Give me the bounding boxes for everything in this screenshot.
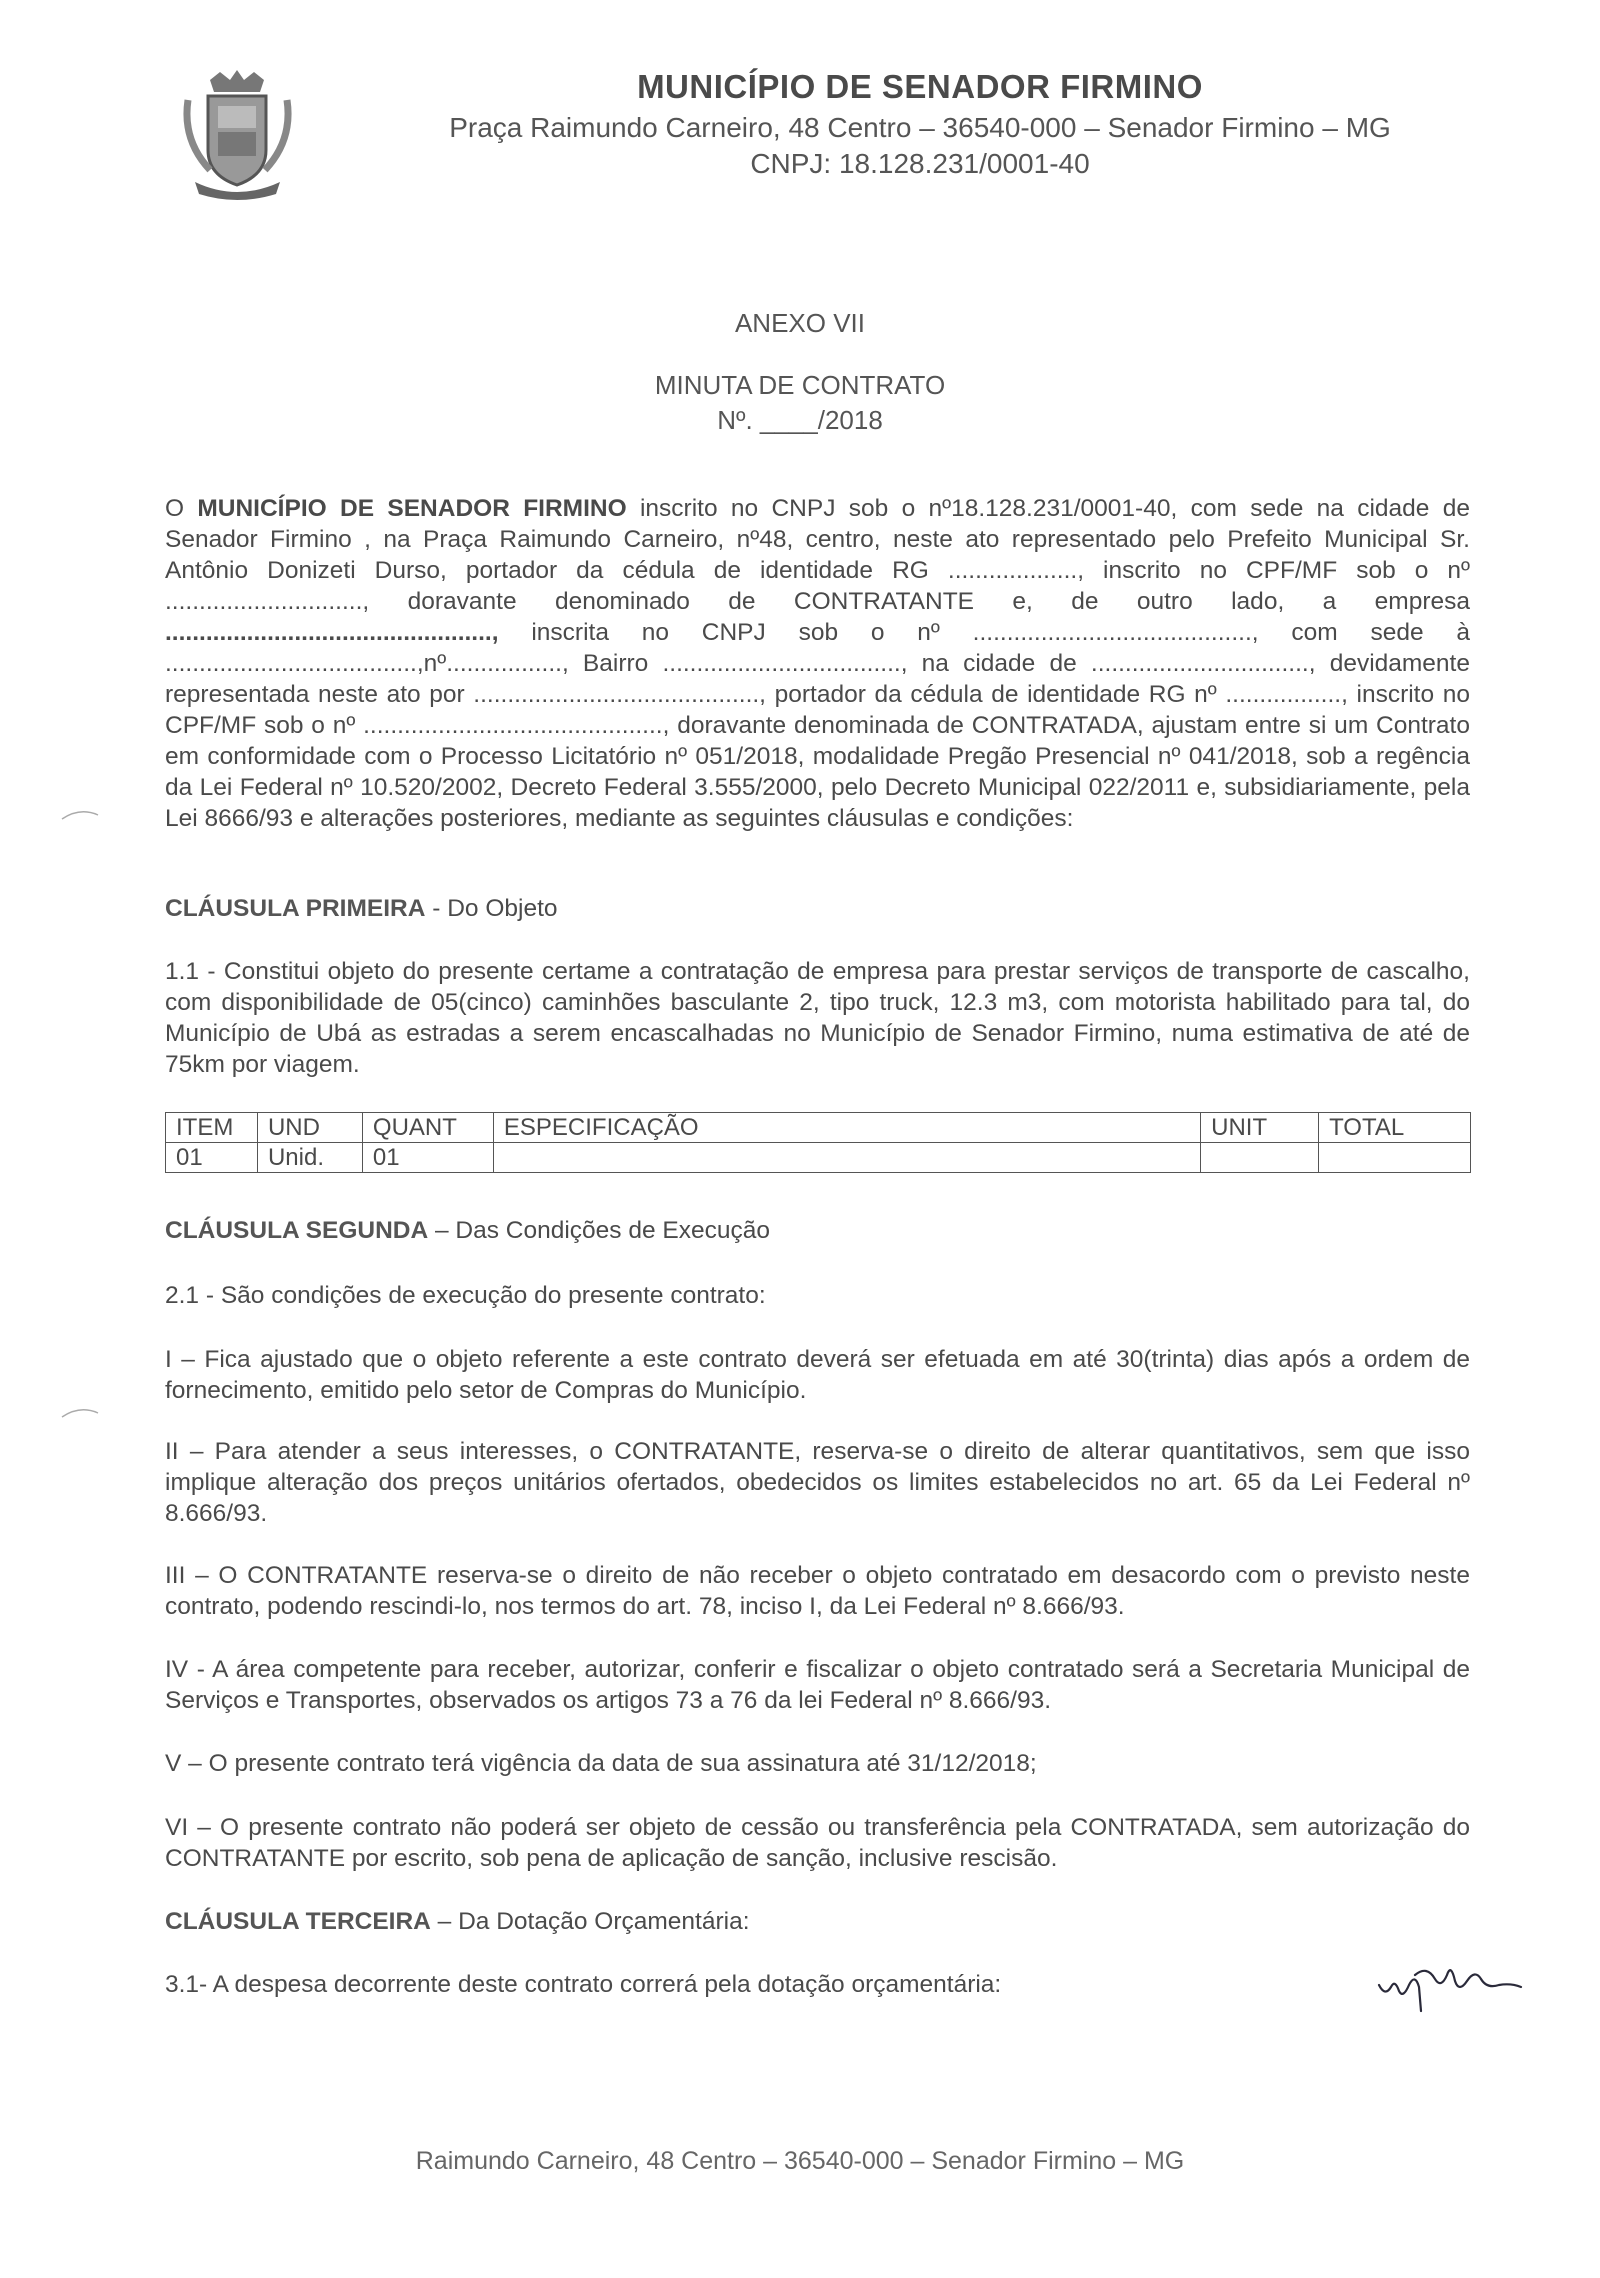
item-IV: IV - A área competente para receber, autorizar, conferir e fiscalizar o objeto contratado será a Secretaria Municipal de Serviços e Transportes, observados os artigos 73 a 76 da lei Federal nº 8.666/93. xyxy=(165,1656,1470,1714)
clause-2-heading xyxy=(165,1215,1470,1246)
table-cell: 01 xyxy=(362,1143,493,1173)
items-table xyxy=(165,1112,1471,1173)
table-header-row xyxy=(166,1113,1471,1143)
table-header-cell: ESPECIFICAÇÃO xyxy=(493,1113,1200,1143)
clause-2-tail: – Das Condições de Execução xyxy=(428,1217,770,1244)
intro-text-2: inscrita no CNPJ sob o nº ........................................., com sede à .....................................,nº................., Bairro ..................................., na cidade de ................................, devidamente representada neste ato por .........................................., portador da cédula de identidade RG nº ................., inscrito no CPF/MF sob o nº ............................................, doravante denominada de CONTRATADA, ajustam entre si um Contrato em conformidade com o Processo Licitatório nº 051/2018, modalidade Pregão Presencial nº 041/2018, sob a regência da Lei Federal nº 10.520/2002, Decreto Federal 3.555/2000, pelo Decreto Municipal 022/2011 e, subsidiariamente, pela Lei 8666/93 e alterações posteriores, mediante as seguintes cláusulas e condições: xyxy=(165,619,1470,832)
table-cell xyxy=(1319,1143,1471,1173)
table-cell: Unid. xyxy=(257,1143,362,1173)
clause-1-tail: - Do Objeto xyxy=(425,895,558,922)
item-I: I – Fica ajustado que o objeto referente a este contrato deverá ser efetuada em até 30(trinta) dias após a ordem de fornecimento, emitido pelo setor de Compras do Município. xyxy=(165,1346,1470,1404)
item-III: III – O CONTRATANTE reserva-se o direito de não receber o objeto contratado em desacordo com o previsto neste contrato, podendo rescindi-lo, nos termos do art. 78, inciso I, da Lei Federal nº 8.666/93. xyxy=(165,1562,1470,1620)
contract-title: MINUTA DE CONTRATO xyxy=(654,370,946,400)
paragraph-2-1: 2.1 - São condições de execução do presente contrato: xyxy=(165,1282,766,1309)
annex-title: ANEXO VII xyxy=(734,308,866,338)
clause-1-heading xyxy=(165,893,1470,924)
paragraph-1-1: 1.1 - Constitui objeto do presente certame a contratação de empresa para prestar serviços de transporte de cascalho, com disponibilidade de 05(cinco) caminhões basculante 2, tipo truck, 12.3 m3, com motorista habilitado para tal, do Município de Ubá as estradas a serem encascalhadas no Município de Senador Firmino, numa estimativa de até de 75km por viagem. xyxy=(165,958,1470,1078)
table-cell xyxy=(493,1143,1200,1173)
clause-2-title: CLÁUSULA SEGUNDA xyxy=(165,1217,429,1244)
header-cnpj: CNPJ: 18.128.231/0001-40 xyxy=(750,148,1090,179)
intro-entity: MUNICÍPIO DE SENADOR FIRMINO xyxy=(197,495,627,522)
intro-text-1: inscrito no CNPJ sob o nº18.128.231/0001-40, com sede na cidade de Senador Firmino , na Praça Raimundo Carneiro, nº48, centro, neste ato representado pelo Prefeito Municipal Sr. Antônio Donizeti Durso, portador da cédula de identidade RG ..................., inscrito no CPF/MF sob o nº ............................., doravante denominado de CONTRATANTE e, de outro lado, a empresa xyxy=(165,495,1470,615)
table-cell: 01 xyxy=(166,1143,258,1173)
scan-mark-icon xyxy=(60,1405,100,1419)
intro-lead: O xyxy=(165,495,185,522)
municipal-crest-icon xyxy=(180,70,295,200)
item-II: II – Para atender a seus interesses, o CONTRATANTE, reserva-se o direito de alterar quantitativos, sem que isso implique alteração dos preços unitários ofertados, obedecidos os limites estabelecidos no art. 65 da Lei Federal nº 8.666/93. xyxy=(165,1438,1470,1527)
clause-3-title: CLÁUSULA TERCEIRA xyxy=(165,1908,431,1935)
table-row xyxy=(166,1143,1471,1173)
paragraph-3-1: 3.1- A despesa decorrente deste contrato correrá pela dotação orçamentária: xyxy=(165,1971,1002,1998)
clause-1-title: CLÁUSULA PRIMEIRA xyxy=(165,895,426,922)
header-address: Praça Raimundo Carneiro, 48 Centro – 36540-000 – Senador Firmino – MG xyxy=(449,112,1391,143)
scan-mark-icon xyxy=(60,807,100,821)
footer-address: Raimundo Carneiro, 48 Centro – 36540-000 – Senador Firmino – MG xyxy=(415,2147,1185,2175)
item-VI: VI – O presente contrato não poderá ser objeto de cessão ou transferência pela CONTRATADA, sem autorização do CONTRATANTE por escrito, sob pena de aplicação de sanção, inclusive rescisão. xyxy=(165,1814,1470,1872)
item-V: V – O presente contrato terá vigência da data de sua assinatura até 31/12/2018; xyxy=(165,1750,1037,1777)
table-header-cell: QUANT xyxy=(362,1113,493,1143)
table-header-cell: ITEM xyxy=(166,1113,258,1143)
table-header-cell: UNIT xyxy=(1201,1113,1319,1143)
table-header-cell: UND xyxy=(257,1113,362,1143)
intro-dots: ................................................, xyxy=(165,619,499,646)
header-title: MUNICÍPIO DE SENADOR FIRMINO xyxy=(637,68,1203,105)
contract-number: Nº. ____/2018 xyxy=(717,405,883,435)
signature-initials-icon xyxy=(1375,1945,1525,2015)
intro-paragraph xyxy=(165,493,1470,834)
table-header-cell: TOTAL xyxy=(1319,1113,1471,1143)
clause-3-tail: – Da Dotação Orçamentária: xyxy=(430,1908,750,1935)
clause-3-heading xyxy=(165,1906,1470,1937)
table-cell xyxy=(1201,1143,1319,1173)
